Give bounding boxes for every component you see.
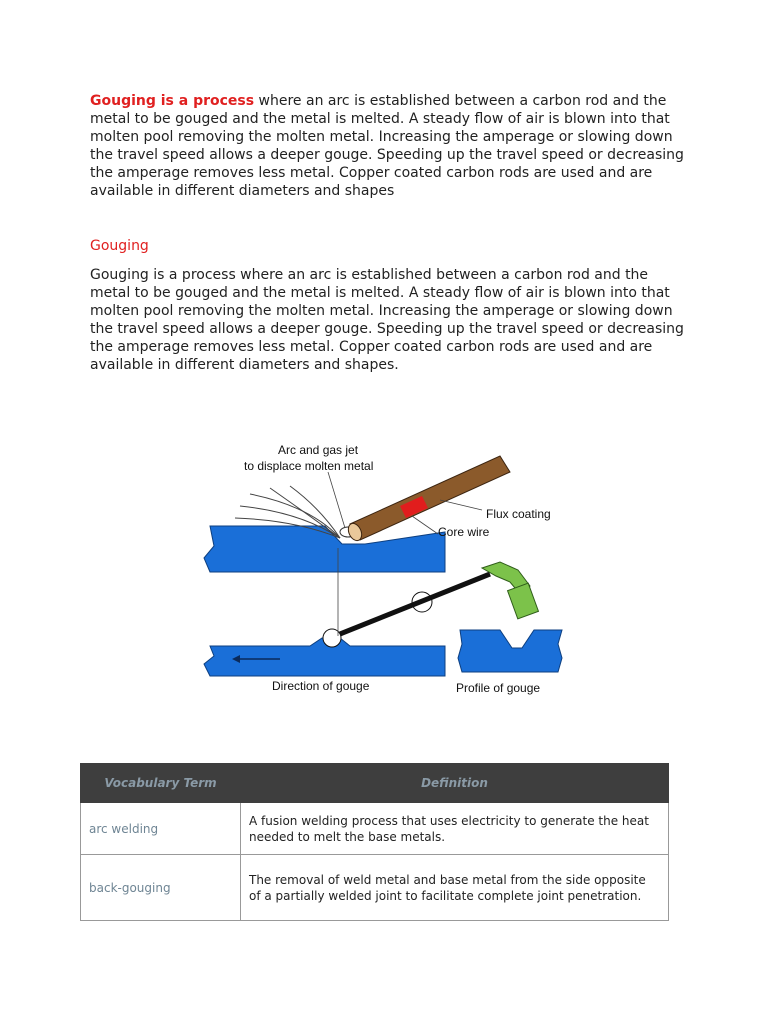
header-definition: Definition xyxy=(241,764,669,803)
label-flux: Flux coating xyxy=(486,507,551,521)
header-term: Vocabulary Term xyxy=(81,764,241,803)
torch-lead xyxy=(340,574,490,634)
table-row xyxy=(81,855,669,921)
section-paragraph: Gouging is a process where an arc is established between a carbon rod and the metal to be gouged and the metal is melted. A steady flow of air is blown into that molten pool removing the molten metal. Increasing the amperage or slowing down the travel speed allows a deeper gouge. Speeding up the travel speed or decreasing the amperage removes less metal. Copper coated carbon rods are used and are available in different diameters and shapes. xyxy=(90,267,684,373)
label-core: Core wire xyxy=(438,525,490,539)
gouging-diagram xyxy=(200,436,570,702)
torch-grip xyxy=(508,583,539,619)
label-arc-line2: to displace molten metal xyxy=(244,459,374,473)
definition-cell: The removal of weld metal and base metal from the side opposite of a partially welded joint to facilitate complete joint penetration. xyxy=(241,855,669,921)
definition-cell: A fusion welding process that uses electricity to generate the heat needed to melt the base metals. xyxy=(241,803,669,855)
table-row xyxy=(81,803,669,855)
vocabulary-table xyxy=(80,763,669,921)
intro-lead: Gouging is a process xyxy=(90,93,255,109)
profile-block xyxy=(458,630,562,672)
label-arc-line1: Arc and gas jet xyxy=(278,443,359,457)
intro-text: where an arc is established between a carbon rod and the metal to be gouged and the metal is melted. A steady flow of air is blown into that molten pool removing the molten metal. Increasing the amperage or slowing down the travel speed allows a deeper gouge. Speeding up the travel speed or decreasing the amperage removes less metal. Copper coated carbon rods are used and are available in different diameters and shapes xyxy=(90,93,684,199)
label-direction: Direction of gouge xyxy=(272,679,370,693)
section-heading: Gouging xyxy=(90,238,149,254)
table-header-row xyxy=(81,764,669,803)
label-profile: Profile of gouge xyxy=(456,681,541,695)
term-cell: arc welding xyxy=(81,803,241,855)
term-cell: back-gouging xyxy=(81,855,241,921)
intro-paragraph xyxy=(90,92,690,200)
